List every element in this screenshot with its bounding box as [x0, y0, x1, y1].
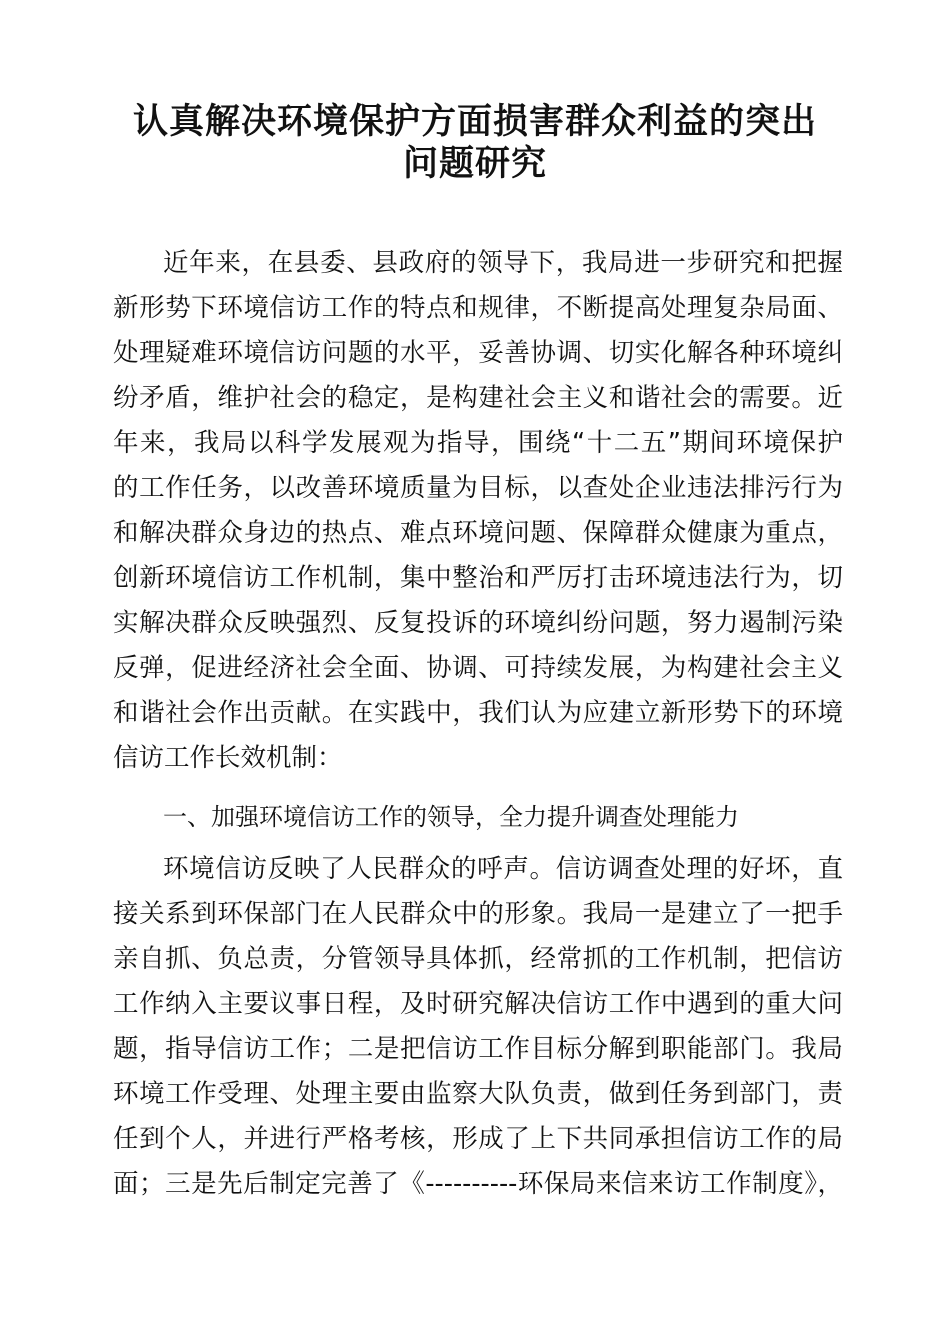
paragraph-2-line: 工作纳入主要议事日程，及时研究解决信访工作中遇到的重大问 [113, 989, 843, 1019]
paragraph-1-line: 实解决群众反映强烈、反复投诉的环境纠纷问题，努力遏制污染 [113, 608, 843, 638]
paragraph-2-line: 环境工作受理、处理主要由监察大队负责，做到任务到部门，责 [113, 1079, 843, 1109]
paragraph-2-line: 亲自抓、负总责，分管领导具体抓，经常抓的工作机制，把信访 [113, 944, 843, 974]
paragraph-2-line: 面；三是先后制定完善了《----------环保局来信来访工作制度》， [113, 1169, 843, 1199]
paragraph-1-line: 反弹，促进经济社会全面、协调、可持续发展，为构建社会主义 [113, 653, 843, 683]
paragraph-2-line: 环境信访反映了人民群众的呼声。信访调查处理的好坏，直 [163, 854, 843, 884]
paragraph-2-line: 题，指导信访工作；二是把信访工作目标分解到职能部门。我局 [113, 1034, 843, 1064]
document-title-line-2: 问题研究 [402, 143, 547, 184]
paragraph-1-line: 年来，我局以科学发展观为指导，围绕“十二五”期间环境保护 [113, 428, 843, 458]
paragraph-1-line: 纷矛盾，维护社会的稳定，是构建社会主义和谐社会的需要。近 [113, 383, 843, 413]
section-1-heading: 一、加强环境信访工作的领导，全力提升调查处理能力 [163, 803, 739, 831]
paragraph-1-line: 近年来，在县委、县政府的领导下，我局进一步研究和把握 [163, 248, 843, 278]
paragraph-2-line: 任到个人，并进行严格考核，形成了上下共同承担信访工作的局 [113, 1124, 843, 1154]
paragraph-1-line: 新形势下环境信访工作的特点和规律，不断提高处理复杂局面、 [113, 293, 843, 323]
paragraph-2-line: 接关系到环保部门在人民群众中的形象。我局一是建立了一把手 [113, 899, 843, 929]
paragraph-1-line: 创新环境信访工作机制，集中整治和严厉打击环境违法行为，切 [113, 563, 843, 593]
paragraph-1-line: 信访工作长效机制： [113, 743, 343, 773]
paragraph-1-line: 和解决群众身边的热点、难点环境问题、保障群众健康为重点， [113, 518, 843, 548]
paragraph-1-line: 的工作任务，以改善环境质量为目标，以查处企业违法排污行为 [113, 473, 843, 503]
paragraph-1-line: 处理疑难环境信访问题的水平，妥善协调、切实化解各种环境纠 [113, 338, 843, 368]
document-title-line-1: 认真解决环境保护方面损害群众利益的突出 [132, 101, 817, 142]
paragraph-1-line: 和谐社会作出贡献。在实践中，我们认为应建立新形势下的环境 [113, 698, 843, 728]
